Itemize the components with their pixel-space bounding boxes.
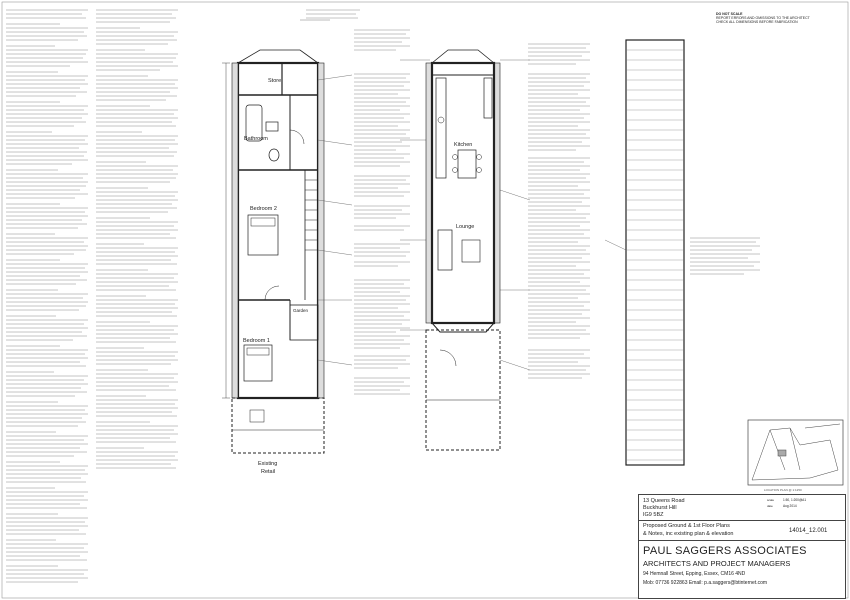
room-label-bedroom-1: Bedroom 1: [243, 338, 270, 344]
header-note-3: CHECK ALL DIMENSIONS BEFORE FABRICATION: [716, 20, 798, 24]
date-label: date: [767, 504, 773, 508]
callout-notes-right: [528, 44, 590, 378]
company-contact: Mob: 07736 922863 Email: p.a.saggers@btinternet.com: [643, 580, 768, 586]
ground-floor-plan: [222, 50, 324, 453]
location-plan: [748, 420, 843, 485]
room-label-bedroom-2: Bedroom 2: [250, 206, 277, 212]
title-block: [638, 494, 846, 599]
room-label-lounge: Lounge: [456, 224, 475, 230]
spec-notes-column-2: [96, 10, 178, 468]
date-value: Aug 2014: [783, 504, 797, 508]
address-line-1: 13 Queens Road: [643, 498, 685, 504]
room-label-existing-retail-line2: Retail: [261, 469, 276, 475]
location-plan-label: LOCATION PLAN @ 1:1250: [764, 488, 802, 492]
address-line-3: IG9 5BZ: [643, 512, 664, 518]
room-label-garden: Garden: [293, 308, 309, 313]
drawing-title-line1: Proposed Ground & 1st Floor Plans: [643, 523, 730, 529]
elevation-note: [690, 238, 760, 274]
address-line-2: Buckhurst Hill: [643, 505, 677, 511]
spec-notes-column-1: [6, 10, 88, 582]
room-label-store: Store: [268, 78, 282, 84]
company-name: PAUL SAGGERS ASSOCIATES: [643, 545, 807, 557]
company-tagline: ARCHITECTS AND PROJECT MANAGERS: [643, 559, 791, 568]
drawing-number: 14014_12.001: [789, 528, 828, 534]
company-address: 94 Hemnall Street, Epping, Essex, CM16 4ND: [643, 571, 746, 577]
header-note-2: REPORT ERRORS AND OMISSIONS TO THE ARCHITECT: [716, 16, 810, 20]
header-note-1: DO NOT SCALE: [716, 12, 743, 16]
drawing-title-line2: & Notes, inc existing plan & elevation: [643, 531, 734, 537]
scale-value: 1:50, 1:200@A1: [783, 498, 807, 502]
side-elevation: [605, 40, 684, 465]
first-floor-plan: [426, 50, 500, 450]
room-label-kitchen: Kitchen: [454, 142, 473, 148]
room-label-bathroom: Bathroom: [244, 136, 268, 142]
scale-label: scale: [767, 498, 775, 502]
room-label-existing-retail-line1: Existing: [258, 461, 278, 467]
